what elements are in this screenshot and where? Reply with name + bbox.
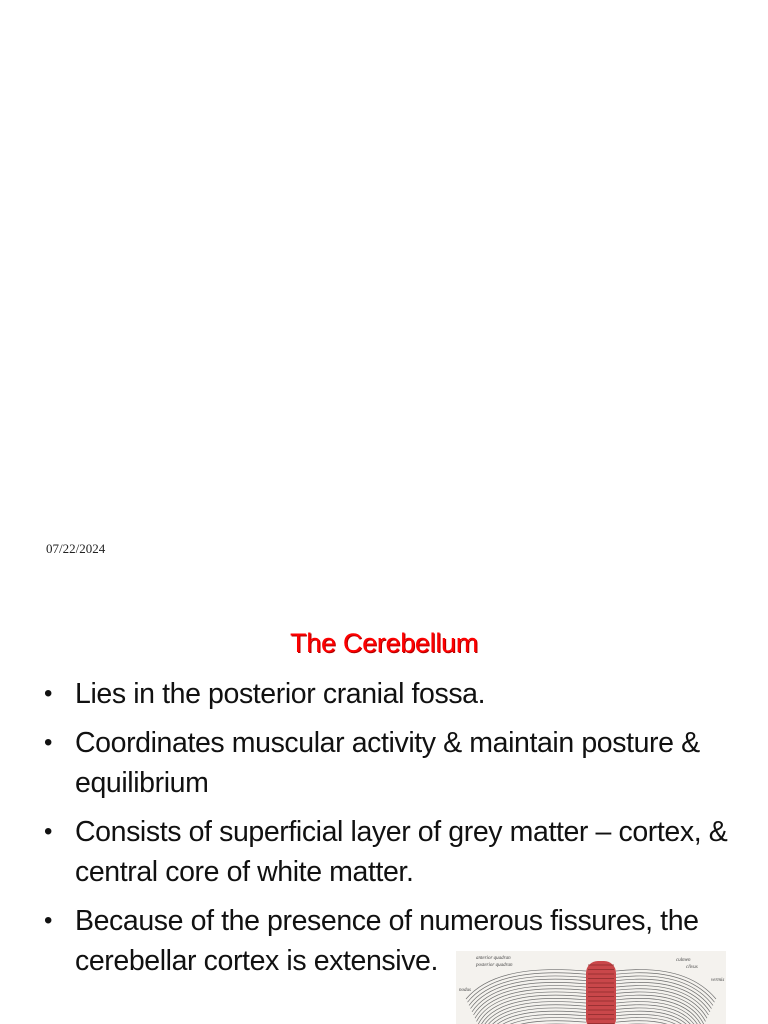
figure-label: posterior quadran xyxy=(476,963,513,968)
cerebellum-figure xyxy=(456,951,726,1024)
left-hemisphere-folia xyxy=(466,970,586,1024)
bullet-icon: • xyxy=(44,907,53,934)
figure-label: clivus xyxy=(686,965,698,970)
figure-label: vermis xyxy=(711,978,725,983)
slide-title: The Cerebellum xyxy=(290,628,478,658)
slide-date: 07/22/2024 xyxy=(46,541,106,556)
bullet-text: Consists of superficial layer of grey matter – cortex, & central core of white matter. xyxy=(75,816,728,888)
bullet-text: Because of the presence of numerous fissures, the cerebellar cortex is extensive. xyxy=(75,905,699,977)
bullet-text: Coordinates muscular activity & maintain posture & equilibrium xyxy=(75,727,700,799)
bullet-item xyxy=(44,723,744,803)
bullet-item xyxy=(44,812,744,892)
right-hemisphere-folia xyxy=(616,970,716,1024)
bullet-item xyxy=(44,674,744,714)
figure-label: culmen xyxy=(676,958,691,963)
bullet-list xyxy=(44,674,744,990)
figure-label: anterior quadran xyxy=(476,956,511,961)
folia-line xyxy=(616,1014,695,1024)
cerebellum-illustration-icon xyxy=(456,951,726,1024)
bullet-icon: • xyxy=(44,818,53,845)
vermis-shape xyxy=(586,961,616,1024)
figure-label: nodus xyxy=(459,988,471,993)
bullet-icon: • xyxy=(44,729,53,756)
folia-line xyxy=(486,1011,587,1024)
bullet-icon: • xyxy=(44,680,53,707)
folia-line xyxy=(487,1014,586,1024)
bullet-text: Lies in the posterior cranial fossa. xyxy=(75,678,486,710)
